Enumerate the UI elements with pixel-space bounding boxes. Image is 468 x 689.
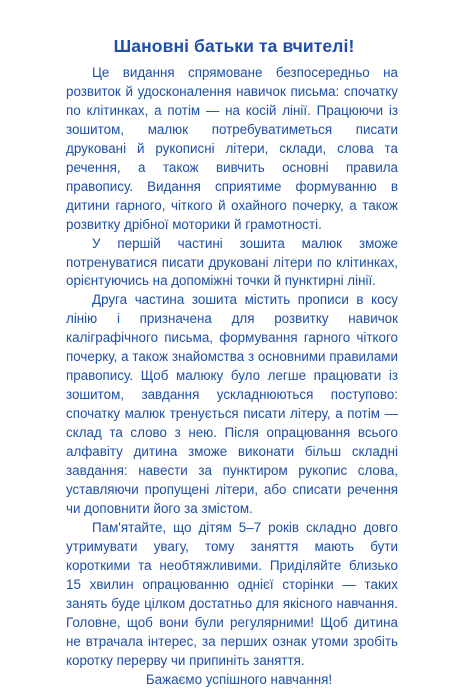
body-text bbox=[66, 64, 398, 689]
paragraph-advice: Пам'ятайте, що дітям 5–7 років складно довго утримувати увагу, тому заняття мають бути короткими та необтяжливими. Приділяйте близько 15 хвилин опрацюванню однієї сторінки — таких занять буде цілком достатньо для якісного навчання. Головне, щоб вони були регулярними! Щоб дитина не втрачала інтерес, за перших ознак утоми зробіть коротку перерву чи припиніть заняття. bbox=[66, 519, 398, 671]
signoff-text: Бажаємо успішного навчання! bbox=[66, 671, 398, 689]
paragraph-part-two: Друга частина зошита містить прописи в косу лінію і призначена для розвитку навичок каліграфічного письма, формування гарного чіткого почерку, а також знайомства з основними правилами правопису. Щоб малюку було легше працювати із зошитом, завдання ускладнюються поступово: спочатку малюк тренується писати літеру, а потім — склад та слово з нею. Після опрацювання всього алфавіту дитина зможе виконати більш складні завдання: навести за пунктиром рукопис слова, уставляючи пропущені літери, або списати речення чи доповнити його за змістом. bbox=[66, 291, 398, 518]
page-title: Шановні батьки та вчителі! bbox=[0, 36, 468, 57]
paragraph-intro: Це видання спрямоване безпосередньо на розвиток й удосконалення навичок письма: спочатку по клітинках, а потім — на косій лінії. Працюючи із зошитом, малюк потребуватиметься писати друковані й рукописні літери, склади, слова та речення, а також вивчить основні правила правопису. Видання сприятиме формуванню в дитини гарного, чіткого й охайного почерку, а також розвитку дрібної моторики й грамотності. bbox=[66, 64, 398, 235]
paragraph-part-one: У першій частині зошита малюк зможе потренуватися писати друковані літери по клітинках, орієнтуючись на допоміжні точки й пунктирні лінії. bbox=[66, 235, 398, 292]
